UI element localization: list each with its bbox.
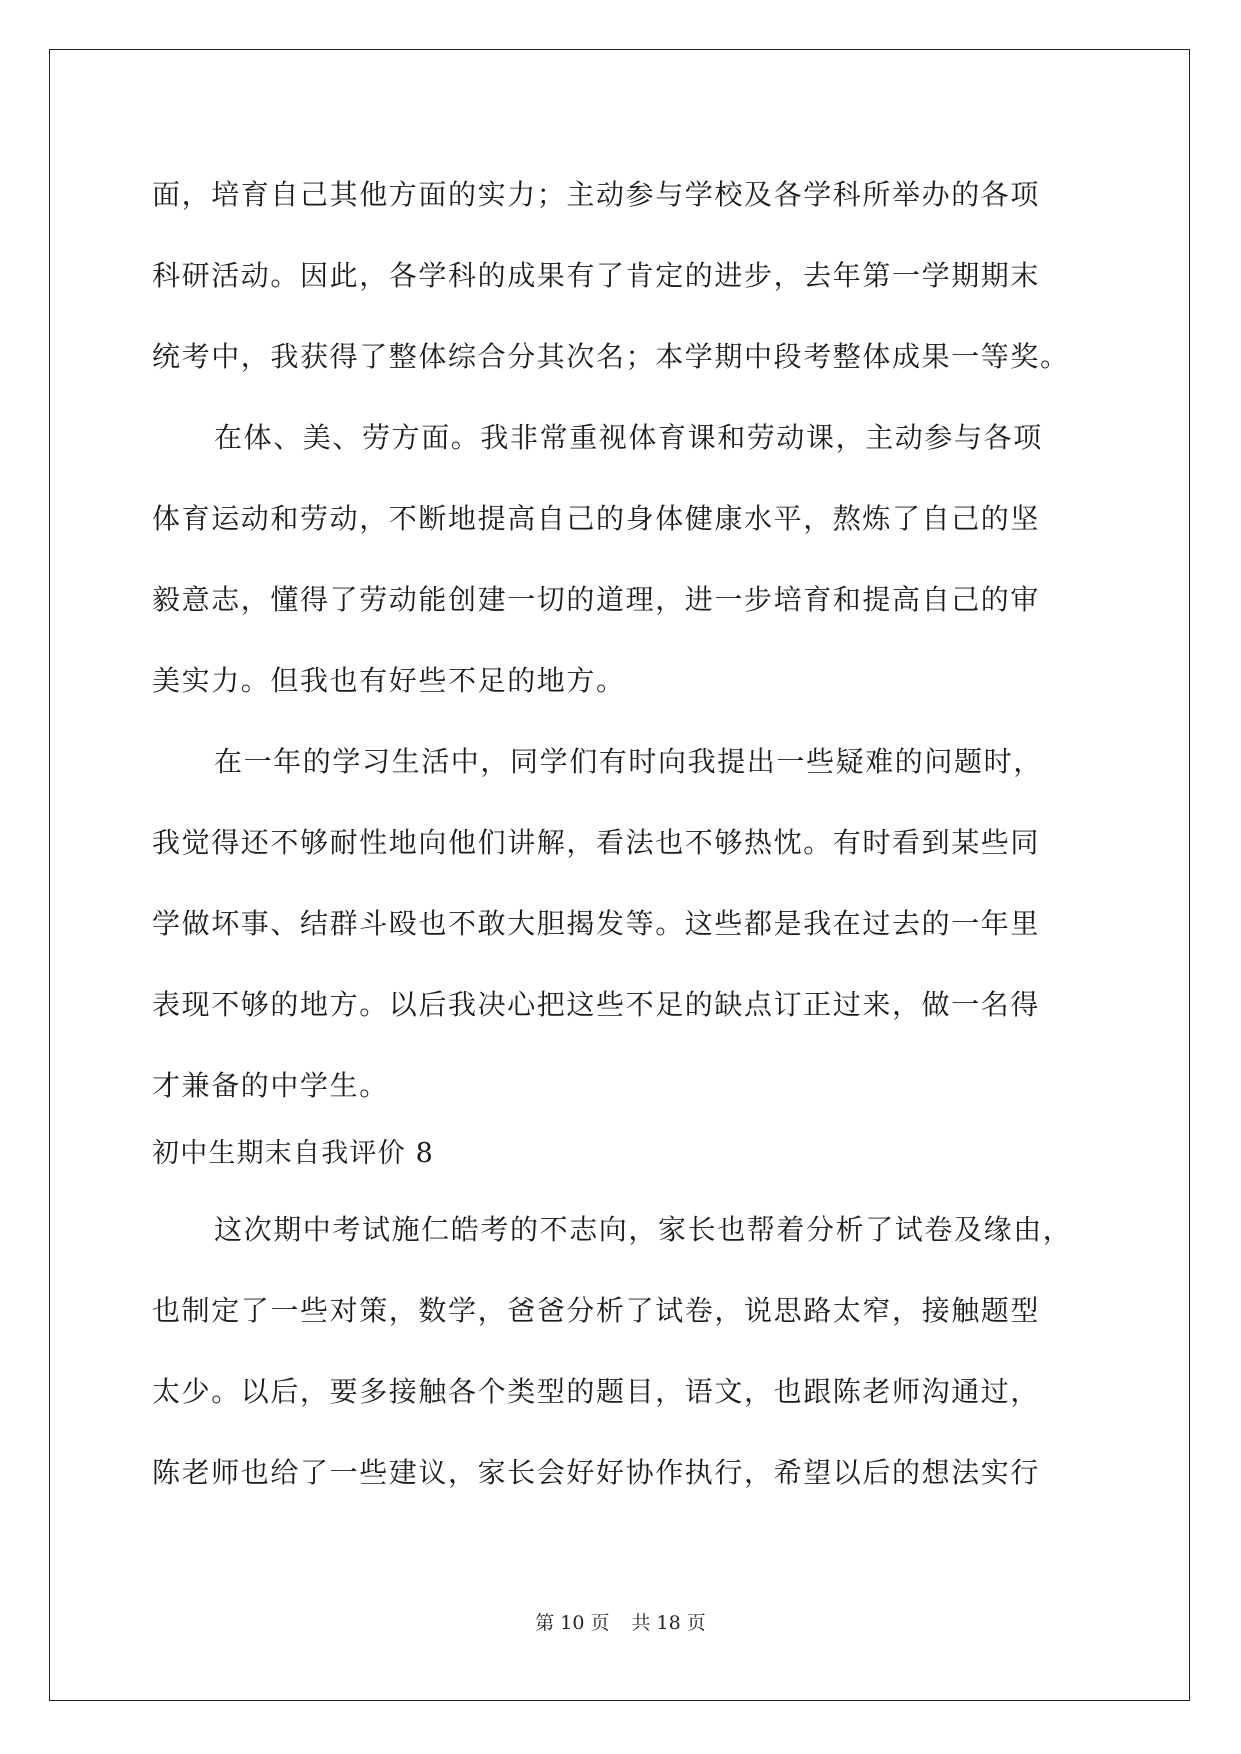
paragraph-line: 表现不够的地方。以后我决心把这些不足的缺点订正过来，做一名得 (152, 988, 1041, 1021)
paragraph-line: 我觉得还不够耐性地向他们讲解，看法也不够热忱。有时看到某些同 (152, 826, 1041, 859)
paragraph-line: 体育运动和劳动，不断地提高自己的身体健康水平，熬炼了自己的坚 (152, 502, 1041, 535)
section-heading: 初中生期末自我评价 8 (152, 1138, 434, 1169)
paragraph-line: 太少。以后，要多接触各个类型的题目，语文，也跟陈老师沟通过， (152, 1375, 1041, 1408)
paragraph-line: 陈老师也给了一些建议，家长会好好协作执行，希望以后的想法实行 (152, 1456, 1041, 1489)
paragraph-line: 这次期中考试施仁皓考的不志向，家长也帮着分析了试卷及缘由， (214, 1213, 1073, 1246)
paragraph-line: 毅意志，懂得了劳动能创建一切的道理，进一步培育和提高自己的审 (152, 583, 1041, 616)
paragraph-line: 在一年的学习生活中，同学们有时向我提出一些疑难的问题时， (214, 745, 1043, 778)
page-total: 共 18 页 (631, 1612, 706, 1634)
page-number: 第 10 页 (535, 1612, 610, 1634)
paragraph-line: 美实力。但我也有好些不足的地方。 (152, 664, 626, 697)
paragraph-line: 在体、美、劳方面。我非常重视体育课和劳动课，主动参与各项 (214, 421, 1043, 454)
paragraph-line: 也制定了一些对策，数学，爸爸分析了试卷，说思路太窄，接触题型 (152, 1294, 1041, 1327)
paragraph-line: 科研活动。因此，各学科的成果有了肯定的进步，去年第一学期期末 (152, 259, 1041, 292)
page-footer (0, 1608, 1241, 1635)
paragraph-line: 学做坏事、结群斗殴也不敢大胆揭发等。这些都是我在过去的一年里 (152, 907, 1041, 940)
paragraph-line: 面，培育自己其他方面的实力；主动参与学校及各学科所举办的各项 (152, 178, 1041, 211)
document-body (152, 154, 1092, 1513)
paragraph-line: 统考中，我获得了整体综合分其次名；本学期中段考整体成果一等奖。 (152, 340, 1070, 373)
paragraph-line: 才兼备的中学生。 (152, 1069, 389, 1102)
